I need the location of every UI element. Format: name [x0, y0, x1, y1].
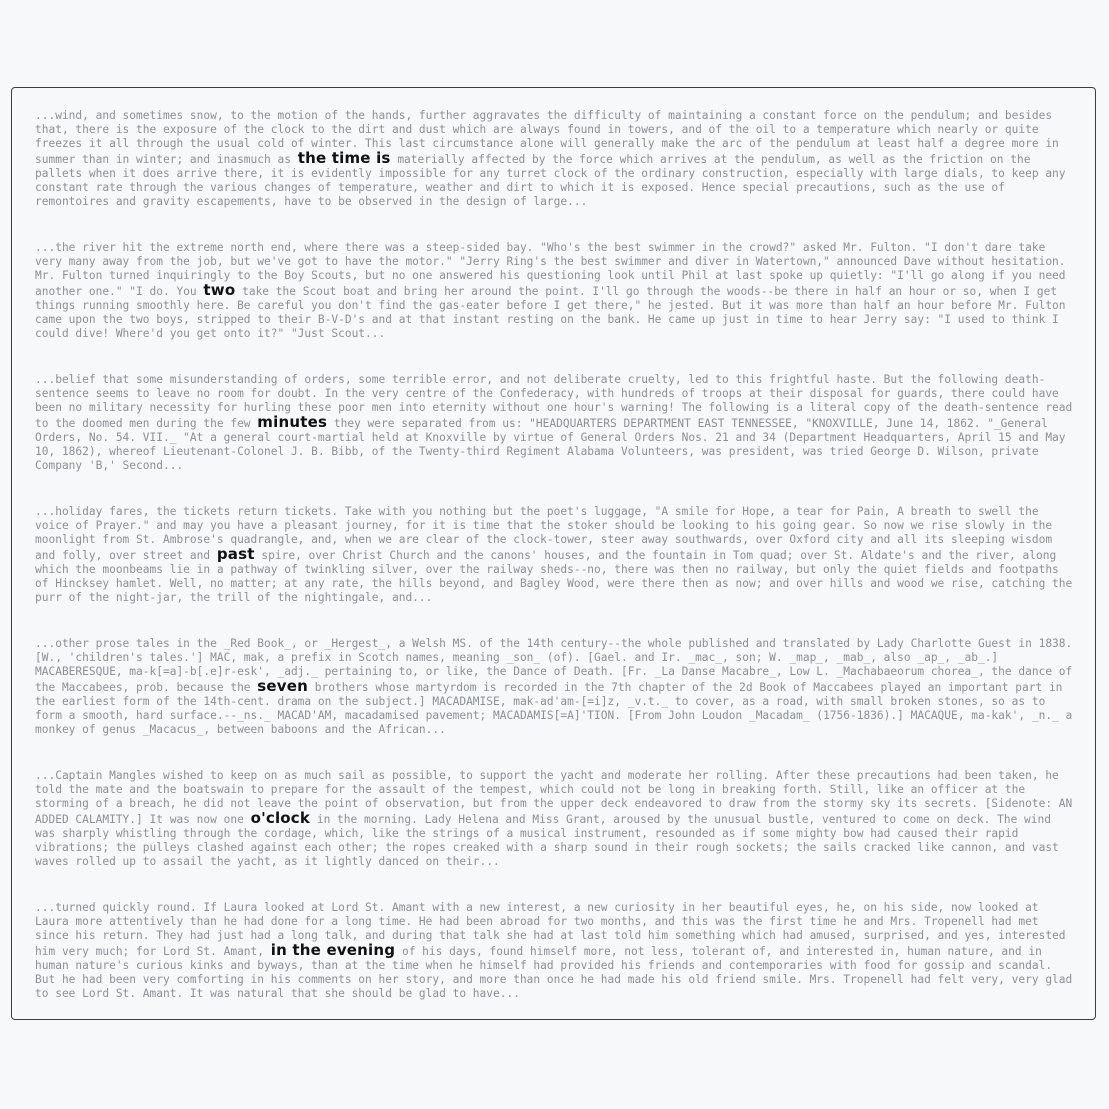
passage-1-before: ...wind, and sometimes snow, to the motion of the hands, further aggravates the difficulty of maintaining a constant force on the pendulum; and besides that, there is the exposure of the clock to the dirt and dust which are always found in towers, and of the oil to a temperature which nearly or quite freezes it all through the usual cold of winter. This last circumstance alone will generally make the arc of the pendulum at least half a degree more in summer than in winter; and inasmuch as: [35, 109, 1059, 166]
passage-6-before: ...Captain Mangles wished to keep on as much sail as possible, to support the yacht and moderate her rolling. After these precautions had been taken, he told the mate and the boatswain to prepare for the assault of the tempest, which could not be long in breaking forth. Still, like an officer at the storming of a breach, he did not leave the point of observation, but from the upper deck endeavored to draw from the stormy sky its secrets. [Sidenote: AN ADDED CALAMITY.] It was now one: [35, 769, 1073, 826]
passage-2-before: ...the river hit the extreme north end, where there was a steep-sided bay. "Who's the best swimmer in the crowd?" asked Mr. Fulton. "I don't dare take very many away from the job, but we've got to have the motor." "Jerry Ring's the best swimmer and diver in Watertown," announced Dave without hesitation. Mr. Fulton turned inquiringly to the Boy Scouts, but no one answered his questioning look until Phil at last spoke up quietly: "I'll go along if you need another one." "I do. You: [35, 241, 1066, 298]
text-panel: [11, 87, 1096, 1020]
passage-1-highlight: the time is: [297, 149, 391, 167]
passage-4-after: spire, over Christ Church and the canons' houses, and the fountain in Tom quad; over St. Aldate's and the river, along which the moonbeams lie in a pathway of twinkling silver, over the railway sheds--no, there was then no railway, but only the quiet fields and footpaths of Hincksey hamlet. Well, no matter; at any rate, the hills beyond, and Bagley Wood, were there then as now; and over hills and wood we rise, catching the purr of the night-jar, the trill of the nightingale, and...: [35, 549, 1073, 604]
passage-2-highlight: two: [203, 281, 236, 299]
passage-3-before: ...belief that some misunderstanding of orders, some terrible error, and not deliberate cruelty, led to this frightful haste. But the following death-sentence seems to leave no room for doubt. In the very centre of the Confederacy, with hundreds of troops at their disposal for guards, there could have been no military necessity for hurling these poor men into eternity without one hour's warning! The following is a literal copy of the death-sentence read to the doomed men during the few: [35, 373, 1073, 430]
passage-7-highlight: in the evening: [270, 941, 396, 959]
passage-2-after: take the Scout boat and bring her around the point. I'll go through the woods--be there in half an hour or so, when I get things running smoothly here. Be careful you don't find the gas-eater before I get there," he jested. But it was more than half an hour before Mr. Fulton came upon the two boys, stripped to their B-V-D's and at that instant resting on the bank. He came up just in time to hear Jerry say: "I used to think I could dive! Where'd you get onto it?" "Just Scout...: [35, 285, 1066, 340]
passage-2: [35, 241, 1075, 341]
passage-3: [35, 373, 1075, 473]
passage-3-after: they were separated from us: "HEADQUARTERS DEPARTMENT EAST TENNESSEE, "KNOXVILLE, June 14, 1862. "_General Orders, No. 54. VII._ "At a general court-martial held at Knoxville by virtue of General Orders Nos. 21 and 34 (Department Headquarters, April 15 and May 10, 1862), whereof Lieutenant-Colonel J. B. Bibb, of the Twenty-third Regiment Alabama Volunteers, was president, was tried George D. Wilson, private Company 'B,' Second...: [35, 417, 1066, 472]
passage-1: [35, 109, 1075, 209]
passage-6: [35, 769, 1075, 869]
passage-4-highlight: past: [216, 545, 255, 563]
passage-5-highlight: seven: [257, 677, 309, 695]
passage-4: [35, 505, 1075, 605]
passage-5-before: ...other prose tales in the _Red Book_, or _Hergest_, a Welsh MS. of the 14th century--the whole published and translated by Lady Charlotte Guest in 1838. [W., 'children's tales.'] MAC, mak, a prefix in Scotch names, meaning _son_ (of). [Gael. and Ir. _mac_, son; W. _map_, _mab_, also _ap_, _ab_.] MACABERESQUE, ma-k[=a]-b[.e]r-esk', _adj._ pertaining to, or like, the Dance of Death. [Fr. _La Danse Macabre_, Low L. _Machabaeorum chorea_, the dance of the Maccabees, prob. because the: [35, 637, 1073, 694]
passage-7: [35, 901, 1075, 1001]
passage-6-after: in the morning. Lady Helena and Miss Grant, aroused by the unusual bustle, ventured to come on deck. The wind was sharply whistling through the cordage, which, like the strings of a musical instrument, resounded as if some mighty bow had caused their rapid vibrations; the pulleys clashed against each other; the ropes creaked with a sharp sound in their rough sockets; the sails cracked like cannon, and vast waves rolled up to assail the yacht, as it lightly danced on their...: [35, 813, 1059, 868]
passage-5: [35, 637, 1075, 737]
passage-3-highlight: minutes: [257, 413, 328, 431]
passage-7-after: of his days, found himself more, not less, tolerant of, and interested in, human nature, and in human nature's curious kinks and byways, than at the time when he himself had provided his friends and contemporaries with food for gossip and scandal. But he had been very comforting in his comments on her story, and more than once he had made his old friend smile. Mrs. Tropenell had felt very, very glad to see Lord St. Amant. It was natural that she should be glad to have...: [35, 945, 1073, 1000]
passage-6-highlight: o'clock: [250, 809, 311, 827]
passage-4-before: ...holiday fares, the tickets return tickets. Take with you nothing but the poet's luggage, "A smile for Hope, a tear for Pain, A breath to swell the voice of Prayer." and may you have a pleasant journey, for it is time that the stoker should be looking to his going gear. So now we rise slowly in the moonlight from St. Ambrose's quadrangle, and, when we are clear of the clock-tower, steer away southwards, over Oxford city and all its sleeping wisdom and folly, over street and: [35, 505, 1053, 562]
passage-7-before: ...turned quickly round. If Laura looked at Lord St. Amant with a new interest, a new curiosity in her beautiful eyes, he, on his side, now looked at Laura more attentively than he had done for a long time. He had been abroad for two months, and this was the first time he and Mrs. Tropenell had met since his return. They had just had a long talk, and during that talk she had at last told him something which had amused, surprised, and yes, interested him very much; for Lord St. Amant,: [35, 901, 1066, 958]
passage-5-after: brothers whose martyrdom is recorded in the 7th chapter of the 2d Book of Maccabees played an important part in the earliest form of the 14th-cent. drama on the subject.] MACADAMISE, mak-ad'am-[=i]z, _v.t._ to cover, as a road, with small broken stones, so as to form a smooth, hard surface.--_ns._ MACAD'AM, macadamised pavement; MACADAMIS[=A]'TION. [From John Loudon _Macadam_ (1756-1836).] MACAQUE, ma-kak', _n._ a monkey of genus _Macacus_, between baboons and the African...: [35, 681, 1073, 736]
passage-1-after: materially affected by the force which arrives at the pendulum, as well as the friction on the pallets when it does arrive there, it is evidently impossible for any turret clock of the ordinary construction, especially with large dials, to keep any constant rate through the various changes of temperature, weather and dirt to which it is exposed. Hence special precautions, such as the use of remontoires and gravity escapements, have to be observed in the design of large...: [35, 153, 1066, 208]
